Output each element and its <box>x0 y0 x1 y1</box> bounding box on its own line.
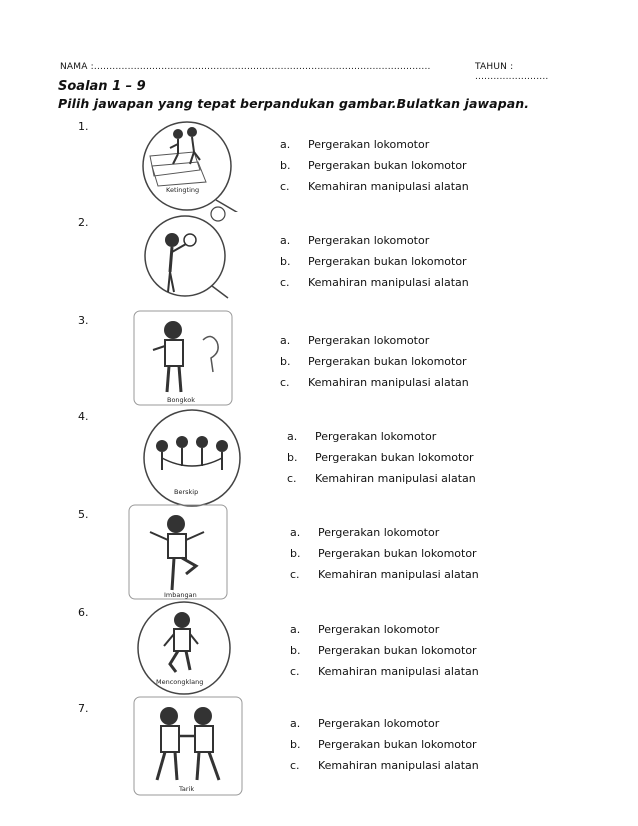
question-number: 1. <box>78 120 89 133</box>
pulling-illustration <box>133 696 243 796</box>
picture-caption: Ketingting <box>166 186 200 194</box>
galloping-illustration <box>134 600 234 696</box>
question-number: 7. <box>78 702 89 715</box>
question-number: 4. <box>78 410 89 423</box>
student-header <box>60 62 580 82</box>
question-number: 5. <box>78 508 89 521</box>
picture-caption: Tarik <box>179 785 195 793</box>
question-number: 6. <box>78 606 89 619</box>
picture-caption: Berskip <box>174 488 199 496</box>
question-number: 3. <box>78 314 89 327</box>
picture-caption: Mencongklang <box>156 678 204 686</box>
section-title: Soalan 1 – 9 <box>58 79 146 94</box>
bending-illustration <box>133 310 233 406</box>
picture-caption: Bongkok <box>167 396 195 404</box>
question-number: 2. <box>78 216 89 229</box>
name-field[interactable]: NAMA :.............................................................................................................. <box>60 62 431 72</box>
balance-illustration <box>128 504 228 600</box>
instruction-text: Pilih jawapan yang tepat berpandukan gambar.Bulatkan jawapan. <box>58 96 530 111</box>
ball-throw-illustration <box>130 206 240 300</box>
skipping-illustration <box>140 408 244 508</box>
hopscotch-illustration <box>128 120 246 212</box>
picture-caption: Imbangan <box>164 591 197 599</box>
year-field[interactable]: TAHUN : ........................ <box>475 62 549 82</box>
